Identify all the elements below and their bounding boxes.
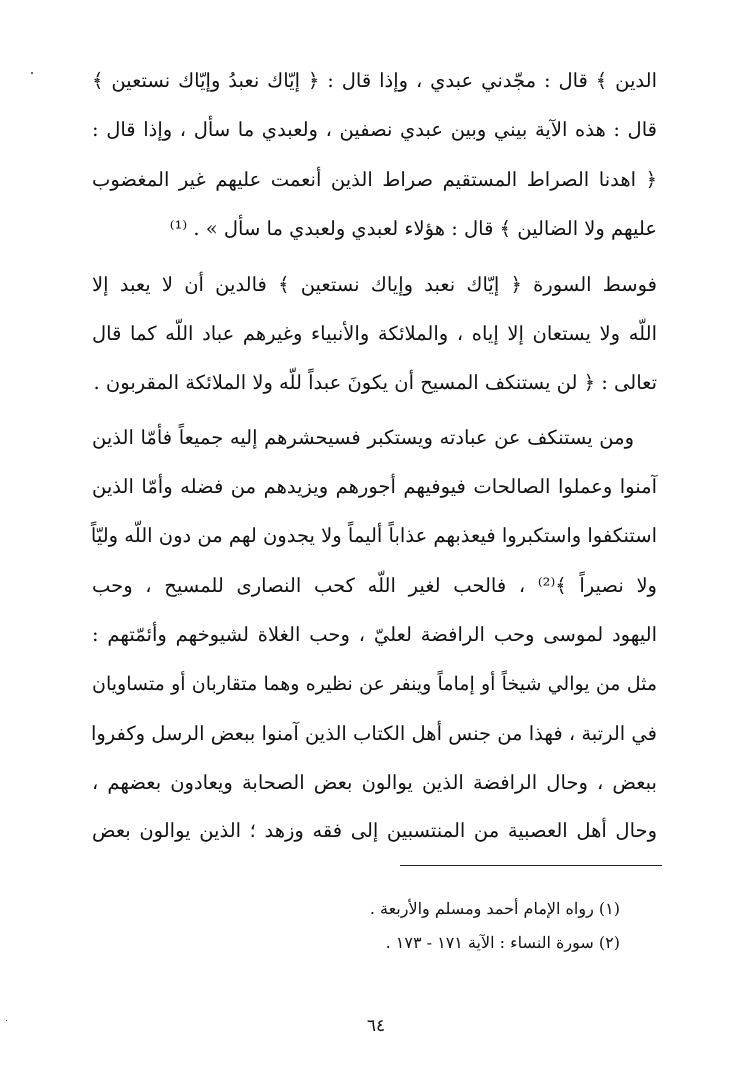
scan-speck [31, 72, 33, 74]
text-line: قال : هذه الآية بيني وبين عبدي نصفين ، ولعبدي ما سأل ، وإذا قال : [92, 118, 657, 141]
text-line: استنكفوا واستكبروا فيعذبهم عذاباً أليماً ولا يجدون لهم من دون اللّه وليّاً [90, 524, 657, 547]
footnote: (٢) سورة النساء : الآية ١٧١ - ١٧٣ . [385, 933, 620, 952]
text-line: في الرتبة ، فهذا من جنس أهل الكتاب الذين آمنوا ببعض الرسل وكفروا [90, 722, 657, 745]
text-line: اليهود لموسى وحب الرافضة لعليّ ، وحب الغلاة لشيوخهم وأئمّتهم : [92, 623, 657, 646]
text-line: آمنوا وعملوا الصالحات فيوفيهم أجورهم ويزيدهم من فضله وأمّا الذين [92, 475, 657, 498]
footnote-separator [400, 865, 662, 866]
text-line: ولا نصيراً ﴾⁽²⁾ ، فالحب لغير اللّه كحب النصارى للمسيح ، وحب [92, 574, 657, 597]
text-line: ﴿ اهدنا الصراط المستقيم صراط الذين أنعمت عليهم غير المغضوب [92, 168, 657, 191]
text-line: مثل من يوالي شيخاً أو إماماً وينفر عن نظيره وهما متقاربان أو متساويان [92, 673, 657, 695]
text-line: تعالى : ﴿ لن يستنكف المسيح أن يكونَ عبداً للّه ولا الملائكة المقربون . [93, 371, 657, 394]
text-line: عليهم ولا الضالين ﴾ قال : هؤلاء لعبدي ولعبدي ما سأل » . ⁽¹⁾ [169, 217, 657, 240]
text-line: وحال أهل العصبية من المنتسبين إلى فقه وزهد ؛ الذين يوالون بعض [92, 819, 657, 842]
footnote: (١) رواه الإمام أحمد ومسلم والأربعة . [369, 899, 620, 918]
text-line: اللّه ولا يستعان إلا إياه ، والملائكة والأنبياء وغيرهم عباد اللّه كما قال [92, 322, 657, 345]
text-line: ومن يستنكف عن عبادته ويستكبر فسيحشرهم إليه جميعاً فأمّا الذين [92, 426, 634, 449]
text-line: فوسط السورة ﴿ إيّاك نعبد وإياك نستعين ﴾ فالدين أن لا يعبد إلا [92, 273, 657, 296]
scan-speck [6, 1020, 7, 1021]
text-line: الدين ﴾ قال : مجّدني عبدي ، وإذا قال : ﴿ إيّاك نعبدُ وإيّاك نستعين ﴾ [92, 69, 657, 92]
page-number: ٦٤ [366, 1016, 386, 1036]
text-line: ببعض ، وحال الرافضة الذين يوالون بعض الصحابة ويعادون بعضهم ، [92, 771, 657, 794]
